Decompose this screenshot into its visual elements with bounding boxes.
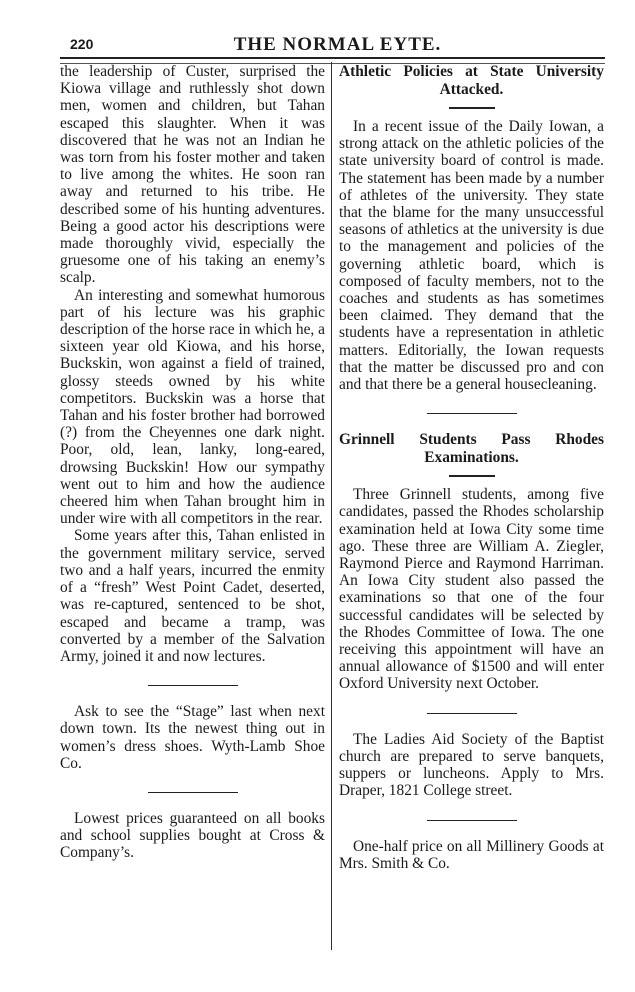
- advertisement-ladies-aid: The Ladies Aid Society of the Baptist church are prepared to serve banquets, suppers or luncheons. Apply to Mrs. Draper, 1821 College street.: [339, 730, 604, 800]
- section-divider: [427, 413, 517, 414]
- advertisement-books: Lowest prices guaranteed on all books and school supplies bought at Cross & Company’s.: [60, 809, 325, 862]
- journal-title: THE NORMAL EYTE.: [233, 34, 442, 55]
- advertisement-shoe: Ask to see the “Stage” last when next down town. Its the newest thing out in women’s dress shoes. Wyth-Lamb Shoe Co.: [60, 703, 325, 772]
- advertisement-millinery: One-half price on all Millinery Goods at Mrs. Smith & Co.: [339, 837, 604, 872]
- article-paragraph: Some years after this, Tahan enlisted in the government military service, served two and a half years, incurred the enmity of a “fresh” West Point Cadet, deserted, was re-captured, sentenced to be shot, escaped and became a tramp, was converted by a member of the Salvation Army, joined it and now lectures.: [60, 527, 325, 665]
- article-continuation-paragraph: the leadership of Custer, surprised the Kiowa village and ruthlessly shot down men, women and children, but Tahan escaped this slaughter. When it was discovered that he was not an Indian he was torn from his foster mother and taken to live among the whites. He soon ran away and returned to his tribe. He described some of his hunting adventures. Being a good actor his descriptions were made thoroughly vivid, especially the gruesome one of his taking an enemy’s scalp.: [60, 63, 325, 287]
- headline-rule: [449, 107, 495, 109]
- article-body-athletic-policies: In a recent issue of the Daily Iowan, a strong attack on the athletic policies of the state university board of control is made. The statement has been made by a number of athletes of the university. They state that the blame for the many unsuccessful seasons of athletics at the university is due to the management and policies of the governing athletic board, which is composed of faculty members, not to the coaches and students as has sometimes been claimed. They demand that the students have a representation in athletic matters. Editorially, the Iowan requests that the matter be discussed pro and con and that there be a general housecleaning.: [339, 118, 604, 394]
- section-divider: [148, 792, 238, 793]
- right-column: [339, 63, 604, 872]
- headline-rule: [449, 475, 495, 477]
- headline-rhodes: Grinnell Students Pass Rhodes Examinations.: [339, 431, 604, 467]
- column-divider: [331, 62, 332, 950]
- section-divider: [148, 685, 238, 686]
- page-header: [70, 34, 605, 56]
- page-number: 220: [70, 36, 94, 52]
- article-body-rhodes: Three Grinnell students, among five candidates, passed the Rhodes scholarship examination held at Iowa City some time ago. These three are William A. Ziegler, Raymond Pierce and Raymond Harriman. An Iowa City student also passed the examinations so that one of the four successful candidates will be selected by the Rhodes Committee of Iowa. The one receiving this appointment will have an annual allowance of $1500 and will enter Oxford University next October.: [339, 486, 604, 693]
- left-column: [60, 63, 325, 862]
- headline-athletic-policies: Athletic Policies at State University Attacked.: [339, 63, 604, 98]
- section-divider: [427, 820, 517, 821]
- section-divider: [427, 713, 517, 714]
- article-paragraph: An interesting and somewhat humorous part of his lecture was his graphic description of the horse race in which he, a sixteen year old Kiowa, and his horse, Buckskin, won against a field of trained, glossy steeds owned by his white competitors. Buckskin was a horse that Tahan and his foster brother had borrowed (?) from the Cheyennes one dark night. Poor, old, lean, lanky, long-eared, drowsing Buckskin! How our sympathy went out to him and how the audience cheered him when Tahan brought him in under wire with all competitors in the rear.: [60, 286, 325, 528]
